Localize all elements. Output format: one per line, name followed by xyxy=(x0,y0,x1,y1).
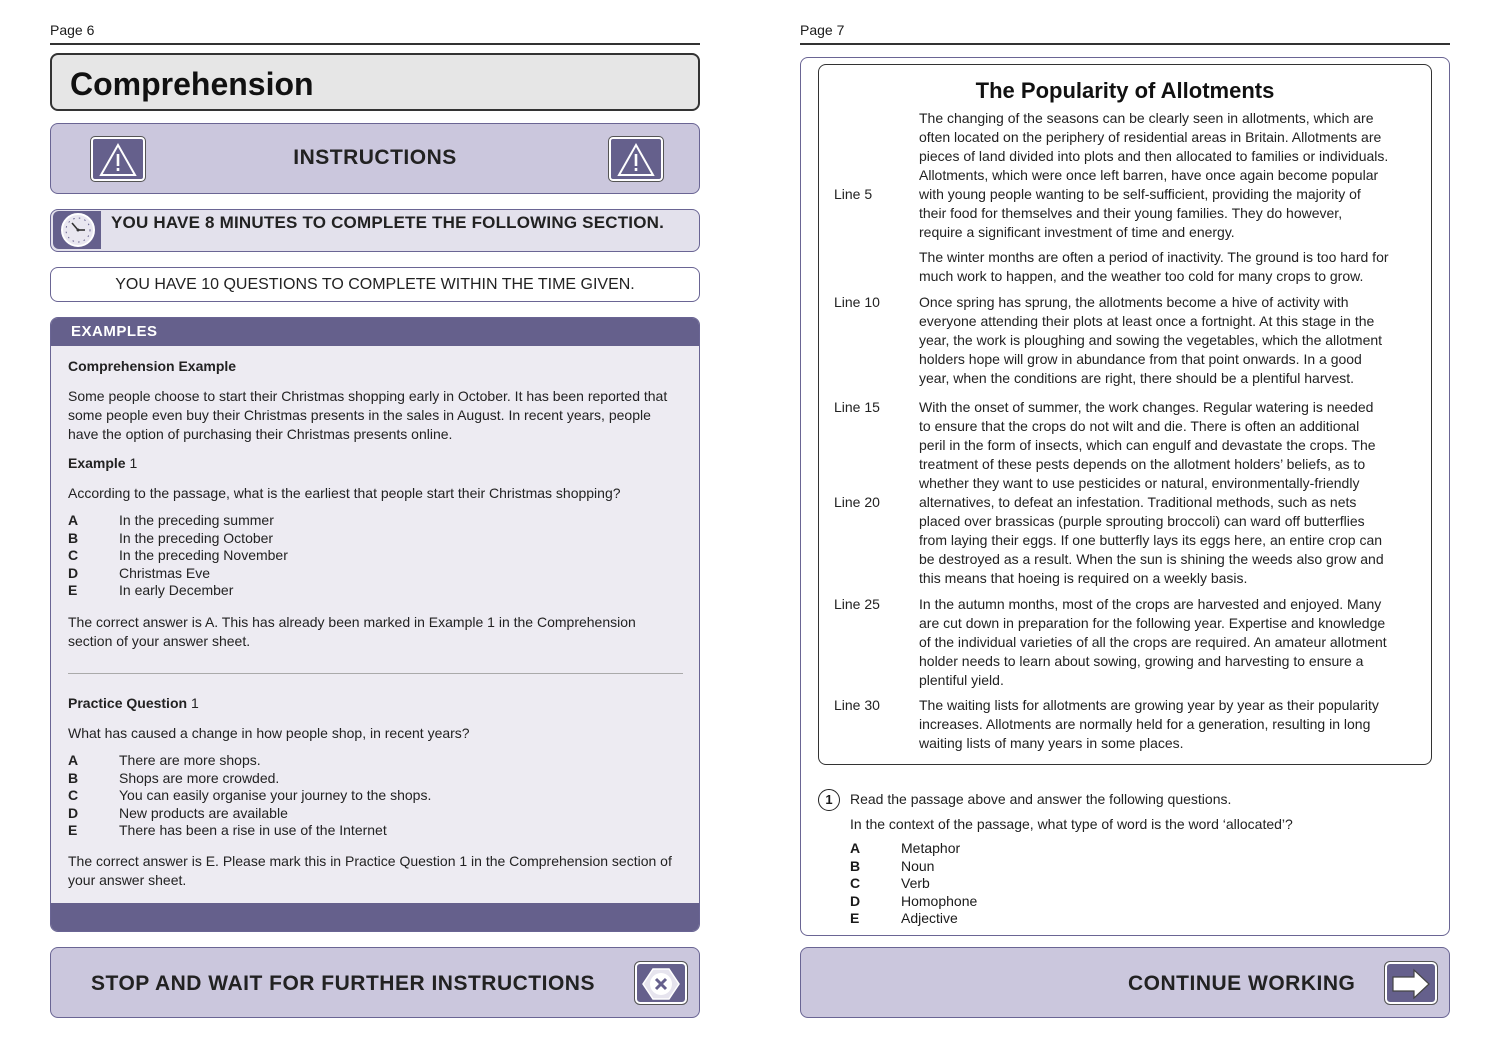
option-letter: E xyxy=(850,910,860,927)
continue-banner xyxy=(800,947,1450,1018)
examples-footer-bar xyxy=(51,903,699,931)
option-letter: C xyxy=(68,547,79,564)
option-letter: A xyxy=(850,840,861,856)
option-row xyxy=(68,752,668,770)
option-row xyxy=(68,512,668,530)
option-text: Adjective xyxy=(901,910,958,927)
option-row xyxy=(68,547,668,565)
option-text: In the preceding October xyxy=(119,529,274,546)
practice-answer: The correct answer is E. Please mark this in Practice Question 1 in the Comprehension section of your answer sheet. xyxy=(68,853,672,888)
option-letter: D xyxy=(68,564,79,581)
line-number: Line 20 xyxy=(834,494,880,510)
passage-paragraph: The winter months are often a period of inactivity. The ground is too hard for much work to happen, and the weather too cold for many crops to grow. xyxy=(919,249,1389,284)
practice-heading xyxy=(68,694,683,713)
passage-paragraph: The waiting lists for allotments are growing year by year as their popularity increases. Allotments are normally held for a generation, resulting in long waiting lists of many years in some places. xyxy=(919,697,1379,751)
option-row xyxy=(850,840,977,858)
option-row xyxy=(68,805,668,823)
stop-label: STOP AND WAIT FOR FURTHER INSTRUCTIONS xyxy=(91,972,595,995)
option-text: Verb xyxy=(901,875,930,892)
example-number: 1 xyxy=(129,455,138,471)
passage-paragraph: In the autumn months, most of the crops are harvested and enjoyed. Many are cut down in preparation for the following year. Expertise and knowledge of the individual varieties of all the crops are required. An amateur allotment holder needs to learn about sowing, growing and harvesting to ensure a plentiful yield. xyxy=(919,596,1387,688)
option-row xyxy=(68,787,668,805)
option-letter: C xyxy=(68,787,79,804)
option-row xyxy=(850,910,977,928)
option-letter: A xyxy=(68,752,79,768)
option-letter: D xyxy=(850,892,861,909)
option-letter: A xyxy=(68,512,79,528)
option-text: Christmas Eve xyxy=(119,564,211,581)
option-text: Metaphor xyxy=(901,840,961,856)
option-row xyxy=(68,530,668,548)
option-row xyxy=(68,565,668,583)
practice-question: What has caused a change in how people shop, in recent years? xyxy=(68,725,470,741)
section-title: Comprehension xyxy=(50,53,700,111)
divider xyxy=(68,673,683,674)
question-instruction: Read the passage above and answer the following questions. xyxy=(850,791,1232,807)
stop-banner xyxy=(50,947,700,1018)
option-text: In early December xyxy=(119,582,234,599)
time-notice-box xyxy=(50,209,700,252)
examples-panel xyxy=(50,317,700,932)
header-rule-left xyxy=(50,43,700,45)
time-notice: YOU HAVE 8 MINUTES TO COMPLETE THE FOLLOWING SECTION. xyxy=(111,213,665,232)
question-number-badge: 1 xyxy=(818,789,840,811)
questions-notice: YOU HAVE 10 QUESTIONS TO COMPLETE WITHIN THE TIME GIVEN. xyxy=(50,267,700,302)
option-text: In the preceding November xyxy=(119,547,288,564)
option-letter: D xyxy=(68,804,79,821)
passage-paragraph: Once spring has sprung, the allotments become a hive of activity with everyone attending their plots at least once a fortnight. At this stage in the year, the work is ploughing and sowing the vegetables, which the allotment holders hope will grow in abundance from that point onwards. In a good year, when the conditions are right, there should be a plentiful harvest. xyxy=(919,294,1383,386)
comprehension-example-title: Comprehension Example xyxy=(68,358,237,374)
example-answer: The correct answer is A. This has already been marked in Example 1 in the Comprehension section of your answer sheet. xyxy=(68,614,636,649)
header-rule-right xyxy=(800,43,1450,45)
instructions-banner xyxy=(50,123,700,194)
practice-number: 1 xyxy=(190,695,199,711)
line-number: Line 5 xyxy=(834,186,873,202)
example-options xyxy=(68,512,668,600)
option-letter: B xyxy=(68,529,79,546)
option-text: You can easily organise your journey to the shops. xyxy=(119,787,432,804)
practice-label: Practice Question xyxy=(68,695,188,711)
practice-options xyxy=(68,752,668,840)
option-row xyxy=(850,893,977,911)
option-text: There has been a rise in use of the Internet xyxy=(119,822,387,839)
warning-icon xyxy=(609,137,663,181)
passage-paragraph: With the onset of summer, the work changes. Regular watering is needed to ensure that the crops do not wilt and die. There is often an additional peril in the form of insects, which can engulf and devastate the crops. The treatment of these pests depends on the allotment holders’ beliefs, as to whether they want to use pesticides or natural, environmentally-friendly alternatives, to defeat an infestation. Traditional methods, such as nets placed over brassicas (purple sprouting broccoli) can ward off butterflies from laying their eggs. If one butterfly lays its eggs here, an entire crop can be destroyed as a result. When the sun is shining the weeds also grow and this means that hoeing is required on a weekly basis. xyxy=(919,399,1384,586)
line-number: Line 10 xyxy=(834,294,880,310)
option-text: In the preceding summer xyxy=(119,512,274,528)
option-text: Shops are more crowded. xyxy=(119,769,280,786)
page-number-right: Page 7 xyxy=(800,22,845,38)
option-text: Homophone xyxy=(901,892,978,909)
option-letter: B xyxy=(68,769,79,786)
option-row xyxy=(68,770,668,788)
passage-paragraph: The changing of the seasons can be clearly seen in allotments, which are often located on the periphery of residential areas in Britain. Allotments are pieces of land divided into plots and then allocated to families or individuals. Allotments, which were once left barren, have once again become popular with young people wanting to be self-sufficient, providing the majority of their food for themselves and their young families. They do however, require a significant investment of time and energy. xyxy=(919,110,1389,240)
passage-box xyxy=(818,64,1432,765)
line-number: Line 30 xyxy=(834,697,880,713)
option-letter: E xyxy=(68,822,78,839)
option-letter: B xyxy=(850,857,861,874)
example-question: According to the passage, what is the earliest that people start their Christmas shopping? xyxy=(68,485,621,501)
stop-icon xyxy=(635,962,687,1004)
arrow-right-icon xyxy=(1385,962,1437,1004)
option-letter: E xyxy=(68,582,78,599)
examples-heading: EXAMPLES xyxy=(51,318,699,346)
option-text: New products are available xyxy=(119,804,288,821)
clock-icon xyxy=(53,211,101,249)
example-label: Example xyxy=(68,455,126,471)
question-text: In the context of the passage, what type of word is the word ‘allocated’? xyxy=(850,816,1293,832)
continue-label: CONTINUE WORKING xyxy=(1128,972,1356,995)
comprehension-example-text: Some people choose to start their Christmas shopping early in October. It has been reported that some people even buy their Christmas presents in the sales in August. In recent years, people have the option of purchasing their Christmas presents online. xyxy=(68,388,668,442)
answer-options xyxy=(850,840,977,928)
option-text: Noun xyxy=(901,857,935,874)
option-row xyxy=(850,875,977,893)
example-heading xyxy=(68,454,683,473)
option-row xyxy=(850,858,977,876)
instructions-title: INSTRUCTIONS xyxy=(293,146,457,169)
option-row xyxy=(68,822,668,840)
passage-title: The Popularity of Allotments xyxy=(975,78,1275,103)
option-letter: C xyxy=(850,875,861,892)
option-text: There are more shops. xyxy=(119,752,261,768)
page-number-left: Page 6 xyxy=(50,22,95,38)
line-number: Line 15 xyxy=(834,399,880,415)
line-number: Line 25 xyxy=(834,596,880,612)
option-row xyxy=(68,582,668,600)
